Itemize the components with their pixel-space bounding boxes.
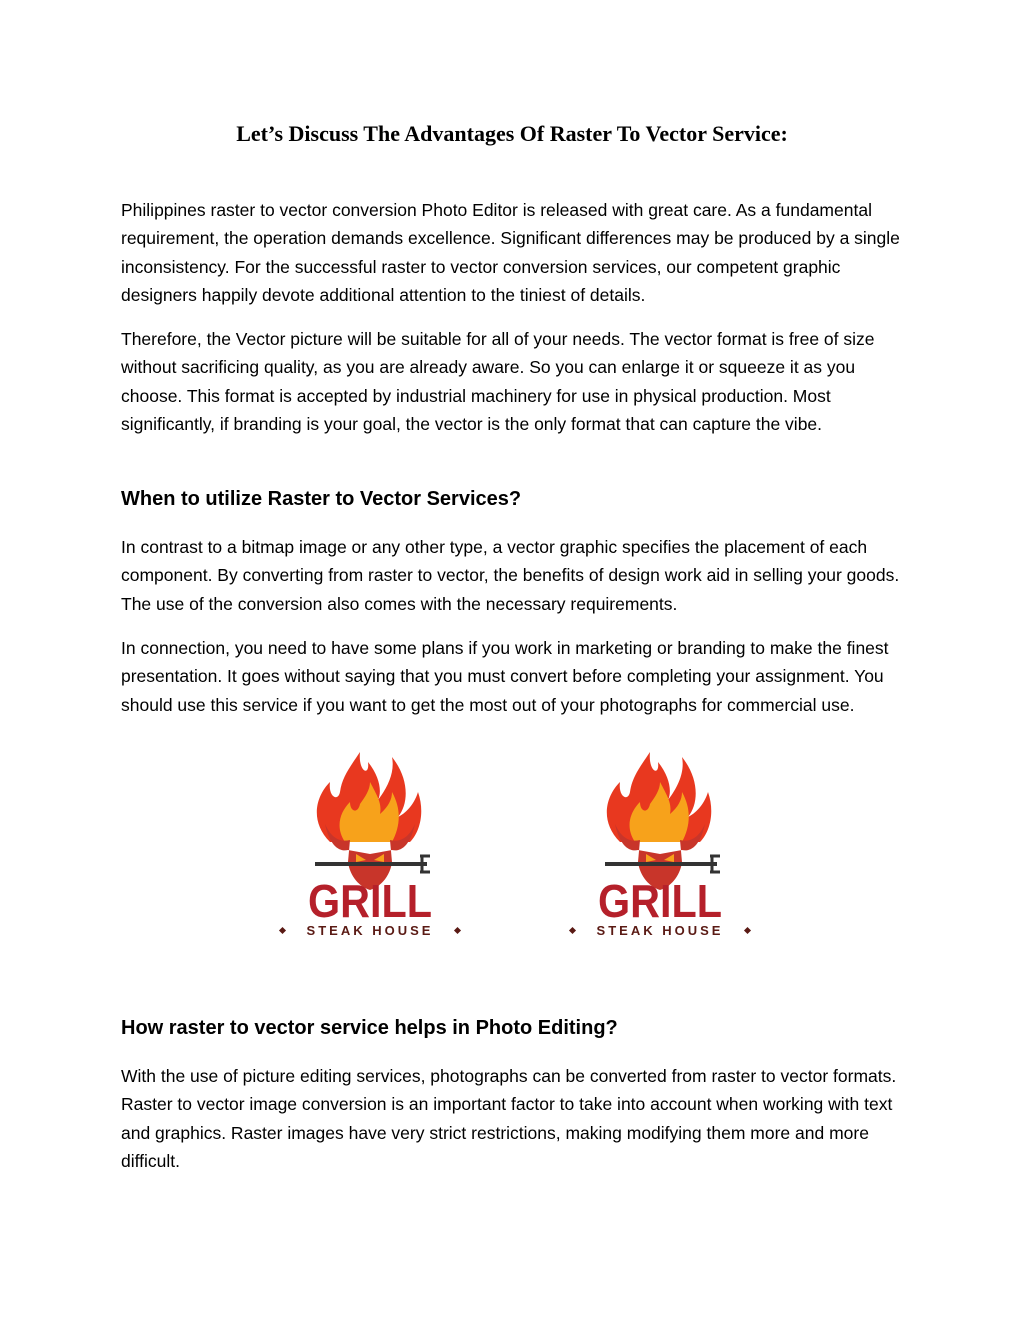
diamond-icon [454,927,461,934]
section1-paragraph-2: In connection, you need to have some plans if you work in marketing or branding to make the finest presentation. It goes without saying that you must convert before completing your assignment. You should use this service if you want to get the most out of your photographs for commercial use. [121,638,889,715]
page-title: Let’s Discuss The Advantages Of Raster To Vector Service: [236,121,788,146]
logo-tagline-steak-house: STEAK HOUSE [306,923,434,938]
diamond-icon [279,927,286,934]
logo-comparison-image [270,742,760,942]
logo-tagline-steak-house: STEAK HOUSE [596,923,724,938]
fork-bar-icon [315,862,427,866]
intro-paragraph-2: Therefore, the Vector picture will be suitable for all of your needs. The vector format is free of size without sacrificing quality, as you are already aware. So you can enlarge it or squeeze it as you choose. This format is accepted by industrial machinery for use in physical production. Most significantly, if branding is your goal, the vector is the only format that can capture the vibe. [121,329,875,434]
diamond-icon [744,927,751,934]
intro-paragraph-1: Philippines raster to vector conversion Photo Editor is released with great care. As a fundamental requirement, the operation demands excellence. Significant differences may be produced by a single inconsistency. For the successful raster to vector conversion services, our competent graphic designers happily devote additional attention to the tiniest of details. [121,200,900,305]
grill-steak-house-logo-vector [560,742,760,942]
logo-word-grill: GRILL [308,875,432,927]
logo-word-grill: GRILL [598,875,722,927]
diamond-icon [569,927,576,934]
section1-paragraph-1: In contrast to a bitmap image or any other type, a vector graphic specifies the placement of each component. By converting from raster to vector, the benefits of design work aid in selling your goods. The use of the conversion also comes with the necessary requirements. [121,537,900,614]
section-heading-photo-editing: How raster to vector service helps in Photo Editing? [121,1017,618,1039]
section-heading-when-to-utilize: When to utilize Raster to Vector Services? [121,488,522,510]
section2-paragraph-1: With the use of picture editing services, photographs can be converted from raster to vector formats. Raster to vector image conversion is an important factor to take into account when working with text and graphics. Raster images have very strict restrictions, making modifying them more and more difficult. [121,1066,897,1171]
grill-steak-house-logo-raster [270,742,470,942]
fork-bar-icon [605,862,717,866]
